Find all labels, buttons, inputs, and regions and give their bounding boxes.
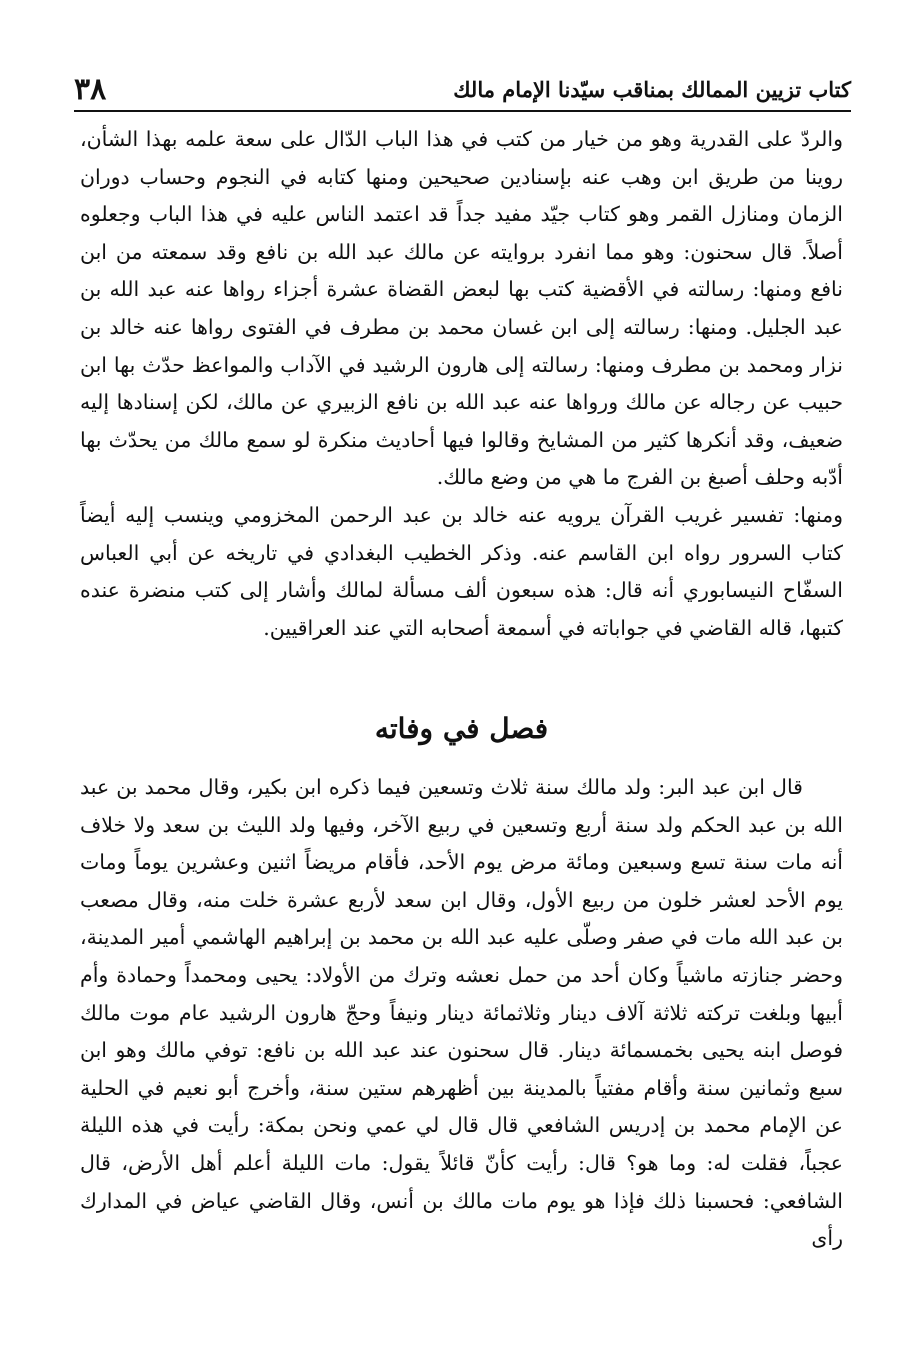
section-heading: فصل في وفاته bbox=[374, 712, 549, 745]
page-number: ٣٨ bbox=[74, 72, 107, 107]
text-block-after-section bbox=[80, 769, 843, 1258]
paragraph-death-account: قال ابن عبد البر: ولد مالك سنة ثلاث وتسعين فيما ذكره ابن بكير، وقال محمد بن عبد الله بن عبد الحكم ولد سنة أربع وتسعين في ربيع الآخر، وفيها ولد الليث بن سعد ولا خلاف أنه مات سنة تسع وسبعين ومائة مرض يوم الأحد، فأقام مريضاً اثنين وعشرين يوماً ومات يوم الأحد لعشر خلون من ربيع الأول، وقال ابن سعد لأربع عشرة خلت منه، وقال مصعب بن عبد الله مات في صفر وصلّى عليه عبد الله بن محمد بن إبراهيم الهاشمي أمير المدينة، وحضر جنازته ماشياً وكان أحد من حمل نعشه وترك من الأولاد: يحيى ومحمداً وحمادة وأم أبيها وبلغت تركته ثلاثة آلاف دينار وثلاثمائة دينار ونيفاً وحجّ هارون الرشيد عام موت مالك فوصل ابنه يحيى بخمسمائة دينار. قال سحنون عند عبد الله بن نافع: توفي مالك وهو ابن سبع وثمانين سنة وأقام مفتياً بالمدينة بين أظهرهم ستين سنة، وأخرج أبو نعيم في الحلية عن الإمام محمد بن إدريس الشافعي قال قال لي عمي ونحن بمكة: رأيت في هذه الليلة عجباً، فقلت له: وما هو؟ قال: رأيت كأنّ قائلاً يقول: مات الليلة أعلم أهل الأرض، قال الشافعي: فحسبنا ذلك فإذا هو يوم مات مالك بن أنس، وقال القاضي عياض في المدارك رأى bbox=[80, 775, 843, 1251]
text-block-before-section bbox=[80, 121, 843, 647]
page-header bbox=[74, 66, 851, 112]
paragraph-works-list: والردّ على القدرية وهو من خيار من كتب في هذا الباب الدّال على سعة علمه بهذا الشأن، روينا من طريق ابن وهب عنه بإسنادين صحيحين ومنها كتابه في النجوم وحساب دوران الزمان ومنازل القمر وهو كتاب جيّد مفيد جداً قد اعتمد الناس عليه في هذا الباب وجعلوه أصلاً. قال سحنون: وهو مما انفرد بروايته عن مالك عبد الله بن نافع وقد سمعته من ابن نافع ومنها: رسالته في الأقضية كتب بها لبعض القضاة عشرة أجزاء رواها عنه عبد الله بن عبد الجليل. ومنها: رسالته إلى ابن غسان محمد بن مطرف في الفتوى رواها عنه خالد بن نزار ومحمد بن مطرف ومنها: رسالته إلى هارون الرشيد في الآداب والمواعظ حدّث بها ابن حبيب عن رجاله عن مالك ورواها عنه عبد الله بن نافع الزبيري عن مالك، لكن إسنادها إليه ضعيف، وقد أنكرها كثير من المشايخ وقالوا فيها أحاديث منكرة لو سمع مالك من يحدّث بها أدّبه وحلف أصبغ بن الفرج ما هي من وضع مالك. bbox=[80, 127, 843, 490]
paragraph-tafsir: ومنها: تفسير غريب القرآن يرويه عنه خالد بن عبد الرحمن المخزومي وينسب إليه أيضاً كتاب السرور رواه ابن القاسم عنه. وذكر الخطيب البغدادي في تاريخه عن أبي العباس السفّاح النيسابوري أنه قال: هذه سبعون ألف مسألة لمالك وأشار إلى كتب منضرة عنده كتبها، قاله القاضي في جواباته في أسمعة أصحابه التي عند العراقيين. bbox=[80, 502, 843, 640]
book-title: كتاب تزيين الممالك بمناقب سيّدنا الإمام مالك bbox=[453, 77, 851, 102]
